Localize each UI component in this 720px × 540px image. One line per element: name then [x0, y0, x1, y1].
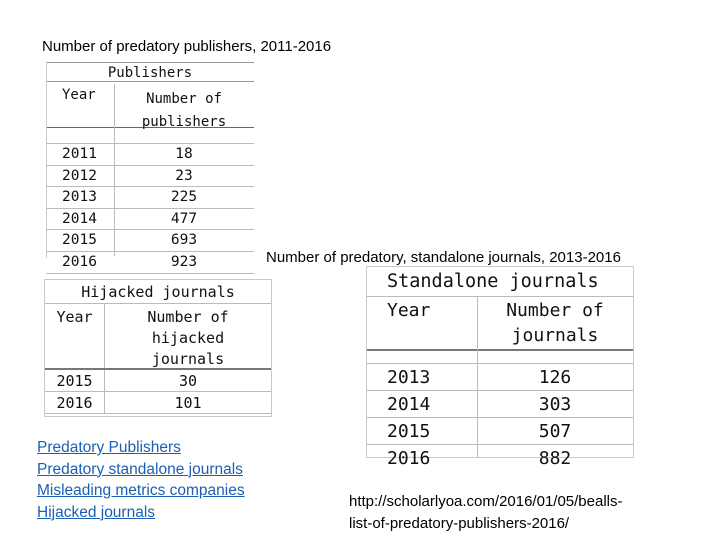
table-title: Standalone journals — [367, 267, 633, 297]
table-row — [367, 417, 633, 444]
count-header-line1: Number of — [147, 308, 229, 326]
year-header: Year — [45, 304, 105, 368]
table-row — [367, 390, 633, 417]
year-cell: 2016 — [387, 448, 431, 469]
count-header — [105, 304, 271, 368]
column-divider — [114, 84, 115, 128]
standalone-caption: Number of predatory, standalone journals, 2013-2016 — [266, 249, 621, 266]
standalone-table — [366, 266, 634, 469]
link-hijacked-journals[interactable]: Hijacked journals — [37, 503, 156, 521]
count-header-line2: journals — [511, 325, 599, 346]
year-header: Year — [387, 300, 431, 321]
count-cell: 303 — [538, 394, 572, 415]
publishers-table — [46, 62, 254, 270]
count-cell: 126 — [538, 367, 572, 388]
year-cell: 2013 — [62, 189, 97, 206]
count-header-line2: hijacked — [151, 329, 225, 347]
year-cell: 2011 — [62, 146, 97, 162]
table-header — [45, 304, 271, 370]
table-left-border — [46, 62, 47, 258]
link-predatory-standalone-journals[interactable]: Predatory standalone journals — [37, 460, 243, 478]
table-row — [367, 363, 633, 390]
count-cell: 507 — [538, 421, 572, 442]
year-cell: 2015 — [45, 370, 105, 391]
source-url-line1: http://scholarlyoa.com/2016/01/05/bealls- — [349, 493, 623, 510]
year-cell: 2015 — [62, 232, 97, 249]
table-row — [46, 209, 254, 231]
table-row — [46, 187, 254, 209]
hijacked-table — [44, 279, 272, 417]
count-cell: 225 — [170, 189, 198, 206]
table-title: Hijacked journals — [45, 280, 271, 304]
table-row — [46, 230, 254, 252]
table-row — [45, 370, 271, 392]
header-gap — [367, 351, 633, 363]
source-url-line2: list-of-predatory-publishers-2016/ — [349, 515, 570, 532]
table-header — [46, 82, 254, 128]
table-row — [46, 166, 254, 188]
year-cell: 2016 — [45, 392, 105, 413]
table-title: Publishers — [46, 62, 254, 82]
link-list — [37, 437, 245, 523]
count-cell: 30 — [178, 372, 198, 390]
count-cell: 477 — [170, 210, 198, 227]
count-cell: 882 — [538, 448, 572, 469]
count-cell: 923 — [170, 253, 198, 270]
count-header-line1: Number of — [506, 300, 604, 321]
link-predatory-publishers[interactable]: Predatory Publishers — [37, 439, 181, 456]
year-cell: 2013 — [387, 367, 431, 388]
column-divider — [477, 297, 478, 457]
count-cell: 101 — [174, 394, 202, 412]
year-cell: 2015 — [387, 421, 431, 442]
count-header — [114, 82, 254, 130]
link-misleading-metrics-companies[interactable]: Misleading metrics companies — [37, 482, 245, 499]
publishers-caption: Number of predatory publishers, 2011-2016 — [42, 38, 332, 55]
count-header-line3: journals — [151, 350, 225, 368]
count-header-line2: publishers — [141, 114, 227, 130]
year-cell: 2014 — [387, 394, 431, 415]
table-row — [46, 144, 254, 166]
count-cell: 18 — [175, 146, 193, 162]
year-cell: 2014 — [62, 210, 97, 227]
table-row — [367, 444, 633, 471]
count-header-line1: Number of — [146, 91, 222, 107]
column-divider — [114, 128, 115, 256]
count-header — [477, 297, 633, 349]
table-row — [45, 392, 271, 414]
table-row — [46, 252, 254, 274]
count-cell: 23 — [175, 167, 193, 184]
year-cell: 2016 — [62, 253, 97, 270]
year-header: Year — [62, 87, 96, 103]
count-cell: 693 — [170, 232, 198, 249]
source-url — [349, 491, 709, 535]
table-header — [367, 297, 633, 351]
year-cell: 2012 — [62, 167, 97, 184]
